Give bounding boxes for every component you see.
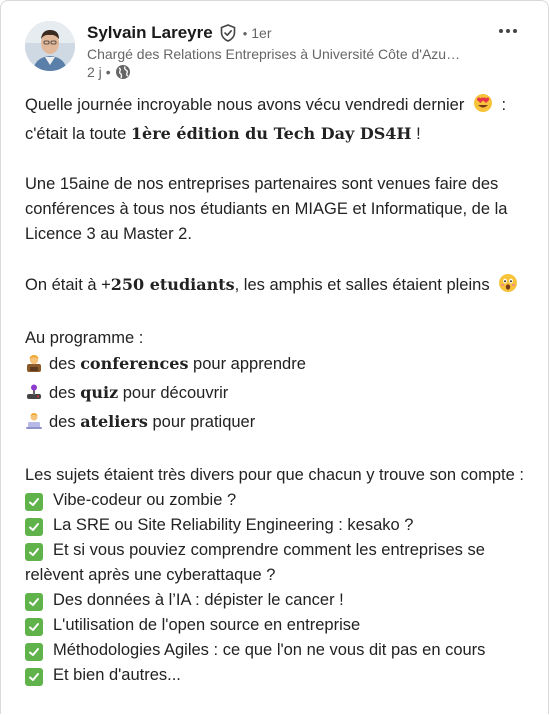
program-prefix: des [49,384,81,402]
topics-title: Les sujets étaient très divers pour que chacun y trouve son compte : [25,466,524,484]
topic-item [25,488,537,513]
check-mark-icon [25,618,43,636]
program-suffix: pour découvrir [118,384,229,402]
attendance-count: 250 etudiants [110,275,235,294]
topic-text: La SRE ou Site Reliability Engineering : kesako ? [53,516,414,534]
joystick-emoji [25,383,43,409]
intro-text-4: ! [411,125,421,143]
program-keyword: quiz [80,383,119,402]
check-mark-icon [25,518,43,536]
check-mark-icon [25,543,43,561]
program-item [25,409,537,438]
program-suffix: pour pratiquer [147,413,256,431]
topic-text: Méthodologies Agiles : ce que l'on ne vous dit pas en cours [53,641,486,659]
heart-eyes-emoji [473,93,493,121]
program-item [25,351,537,380]
attendance-paragraph [25,272,537,301]
topic-text: L'utilisation de l'open source en entreprise [53,616,361,634]
program-prefix: des [49,413,81,431]
intro-text-1: Quelle journée incroyable nous avons vécu vendredi dernier [25,96,469,114]
author-name[interactable]: Sylvain Lareyre [87,23,213,42]
topic-text: Et bien d'autres... [53,666,181,684]
program-suffix: pour apprendre [188,355,306,373]
topic-item [25,588,537,613]
check-mark-icon [25,493,43,511]
astonished-emoji [498,273,518,301]
avatar[interactable] [25,21,75,71]
post-time: 2 j [87,64,102,80]
laptop-person-emoji [25,412,43,438]
program-item [25,380,537,409]
topic-item [25,513,537,538]
author-headline: Chargé des Relations Entreprises à Université Côte d'Azu… [87,46,461,62]
program-title: Au programme : [25,329,144,347]
topic-item [25,638,537,663]
topic-text: Des données à l’IA : dépister le cancer ! [53,591,344,609]
event-name: 1ère édition du Tech Day DS4H [130,124,412,143]
verified-shield-icon [219,24,237,42]
intro-paragraph [25,93,537,147]
separator-dot: • [105,64,111,80]
intro-text-2: : [496,96,507,114]
teacher-emoji [25,354,43,380]
intro-text-3: c'était la toute [25,125,131,143]
topic-text: Vibe-codeur ou zombie ? [53,491,237,509]
attendance-text-2: , les amphis et salles étaient pleins [234,276,495,294]
partners-paragraph: Une 15aine de nos entreprises partenaires sont venues faire des conférences à tous nos étudiants en MIAGE et Informatique, de la Licence 3 au Master 2. [25,175,508,243]
post-header [25,19,532,87]
topic-item [25,538,537,588]
attendance-text-1: On était à + [25,276,111,294]
program-prefix: des [49,355,81,373]
globe-icon [115,64,131,80]
author-name-row [87,23,272,43]
more-options-button[interactable] [492,19,524,43]
program-keyword: ateliers [80,412,148,431]
check-mark-icon [25,668,43,686]
separator-dot: • [242,25,248,41]
topic-item [25,663,537,688]
topic-text: Et si vous pouviez comprendre comment les entreprises se relèvent après une cyberattaque ? [25,541,485,584]
topic-item [25,613,537,638]
check-mark-icon [25,593,43,611]
connection-degree: 1er [251,25,272,41]
program-keyword: conferences [80,354,189,373]
check-mark-icon [25,643,43,661]
post-meta [87,64,131,80]
more-horizontal-icon [498,28,518,34]
post-body [25,93,537,688]
